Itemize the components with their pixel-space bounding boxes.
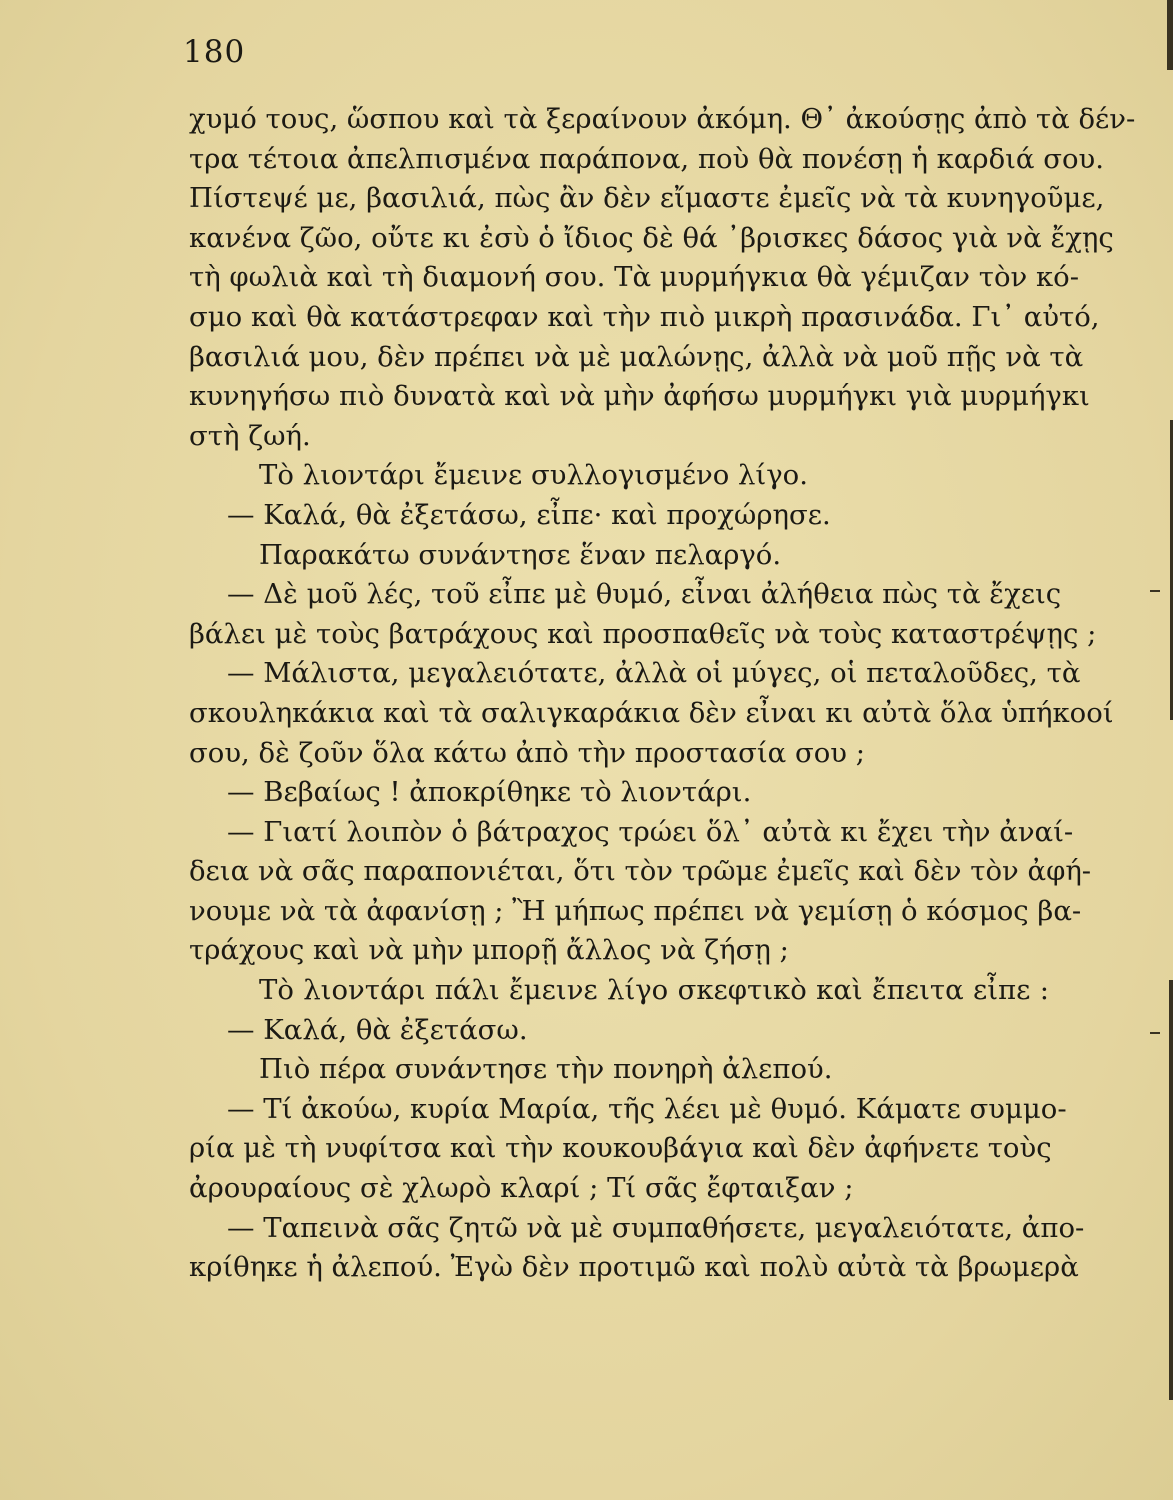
- text-line: — Ταπεινὰ σᾶς ζητῶ νὰ μὲ συμπαθήσετε, μεγαλειότατε, ἀπο-: [227, 1211, 1085, 1244]
- text-line: βασιλιά μου, δὲν πρέπει νὰ μὲ μαλώνῃς, ἀλλὰ νὰ μοῦ πῇς νὰ τὰ: [189, 340, 1084, 373]
- edge-tick: [1150, 1032, 1160, 1034]
- text-line: χυμό τους, ὥσπου καὶ τὰ ξεραίνουν ἀκόμη. Θ᾽ ἀκούσῃς ἀπὸ τὰ δέν-: [189, 103, 1136, 135]
- text-line: — Καλά, θὰ ἐξετάσω, εἶπε· καὶ προχώρησε.: [227, 498, 831, 531]
- text-line: τὴ φωλιὰ καὶ τὴ διαμονή σου. Τὰ μυρμήγκια θὰ γέμιζαν τὸν κό-: [189, 261, 1080, 294]
- text-line: ἀρουραίους σὲ χλωρὸ κλαρί ; Τί σᾶς ἔφταιξαν ;: [189, 1172, 854, 1205]
- page-edge-mark: [1169, 980, 1173, 1400]
- text-line: στὴ ζωή.: [189, 419, 311, 452]
- text-line: σμο καὶ θὰ κατάστρεφαν καὶ τὴν πιὸ μικρὴ πρασινάδα. Γι᾽ αὐτό,: [189, 300, 1100, 333]
- text-line: — Καλά, θὰ ἐξετάσω.: [227, 1013, 528, 1046]
- text-line: κρίθηκε ἡ ἀλεπού. Ἐγὼ δὲν προτιμῶ καὶ πολὺ αὐτὰ τὰ βρωμερὰ: [189, 1251, 1079, 1284]
- text-line: κυνηγήσω πιὸ δυνατὰ καὶ νὰ μὴν ἀφήσω μυρμήγκι γιὰ μυρμήγκι: [189, 380, 1090, 413]
- text-line: τράχους καὶ νὰ μὴν μπορῇ ἄλλος νὰ ζήσῃ ;: [189, 934, 789, 967]
- page-edge-mark: [1167, 0, 1173, 70]
- page-number: 180: [183, 34, 246, 70]
- page-text: [189, 100, 1136, 1288]
- text-line: — Δὲ μοῦ λές, τοῦ εἶπε μὲ θυμό, εἶναι ἀλήθεια πὼς τὰ ἔχεις: [227, 578, 1062, 611]
- text-line: Πιὸ πέρα συνάντησε τὴν πονηρὴ ἀλεπού.: [259, 1053, 833, 1086]
- text-line: — Τί ἀκούω, κυρία Μαρία, τῆς λέει μὲ θυμό. Κάματε συμμο-: [227, 1092, 1067, 1125]
- text-line: κανένα ζῶο, οὔτε κι ἐσὺ ὁ ἴδιος δὲ θά ᾽βρισκες δάσος γιὰ νὰ ἔχῃς: [189, 221, 1114, 254]
- text-line: Τὸ λιοντάρι ἔμεινε συλλογισμένο λίγο.: [259, 459, 808, 492]
- text-line: ρία μὲ τὴ νυφίτσα καὶ τὴν κουκουβάγια καὶ δὲν ἀφήνετε τοὺς: [189, 1132, 1052, 1165]
- text-line: — Βεβαίως ! ἀποκρίθηκε τὸ λιοντάρι.: [227, 776, 752, 809]
- text-line: σκουληκάκια καὶ τὰ σαλιγκαράκια δὲν εἶναι κι αὐτὰ ὅλα ὑπήκοοί: [189, 696, 1114, 729]
- text-line: Πίστεψέ με, βασιλιά, πὼς ἂν δὲν εἴμαστε ἐμεῖς νὰ τὰ κυνηγοῦμε,: [189, 182, 1105, 215]
- text-line: — Μάλιστα, μεγαλειότατε, ἀλλὰ οἱ μύγες, οἱ πεταλοῦδες, τὰ: [227, 657, 1081, 690]
- text-line: — Γιατί λοιπὸν ὁ βάτραχος τρώει ὅλ᾽ αὐτὰ κι ἔχει τὴν ἀναί-: [227, 815, 1074, 848]
- text-line: Παρακάτω συνάντησε ἕναν πελαργό.: [259, 538, 782, 571]
- text-line: βάλει μὲ τοὺς βατράχους καὶ προσπαθεῖς νὰ τοὺς καταστρέψῃς ;: [189, 617, 1097, 650]
- text-line: νουμε νὰ τὰ ἀφανίσῃ ; Ἢ μήπως πρέπει νὰ γεμίσῃ ὁ κόσμος βα-: [189, 894, 1082, 927]
- text-line: τρα τέτοια ἀπελπισμένα παράπονα, ποὺ θὰ πονέσῃ ἡ καρδιά σου.: [189, 142, 1105, 175]
- text-line: Τὸ λιοντάρι πάλι ἔμεινε λίγο σκεφτικὸ καὶ ἔπειτα εἶπε :: [259, 974, 1049, 1007]
- text-line: δεια νὰ σᾶς παραπονιέται, ὅτι τὸν τρῶμε ἐμεῖς καὶ δὲν τὸν ἀφή-: [189, 855, 1092, 888]
- text-line: σου, δὲ ζοῦν ὅλα κάτω ἀπὸ τὴν προστασία σου ;: [189, 736, 866, 769]
- edge-tick: [1150, 590, 1160, 592]
